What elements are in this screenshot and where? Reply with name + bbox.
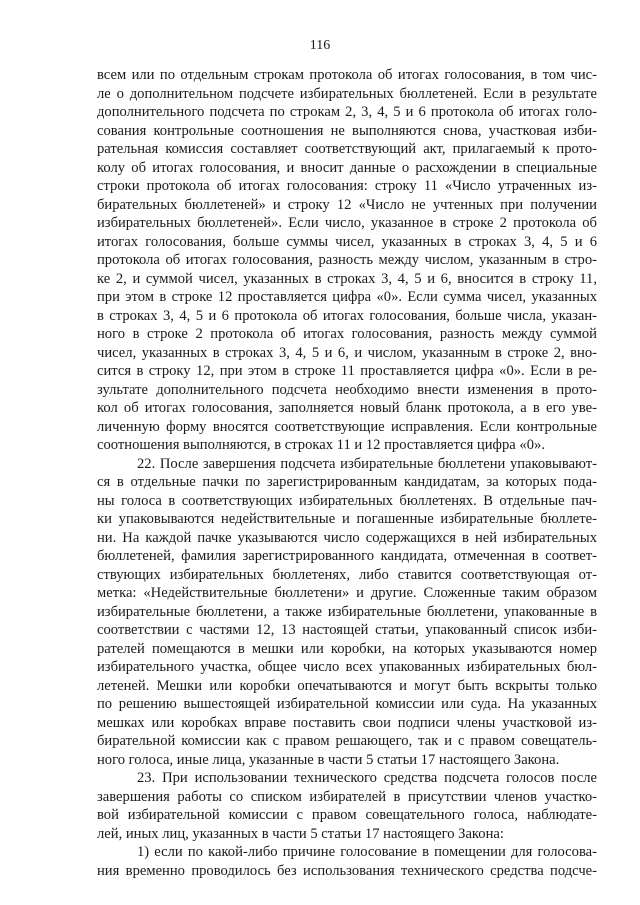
text-line: рательная комиссия составляет соответствующий акт, прилагаемый к прото- xyxy=(97,141,597,157)
text-line: дополнительного подсчета по строкам 2, 3, 4, 5 и 6 протокола об итогах голо- xyxy=(97,104,597,120)
text-line: зультате дополнительного подсчета необходимо внести изменения в прото- xyxy=(97,381,597,398)
text-line: всем или по отдельным строкам протокола об итогах голосования, в том чис- xyxy=(97,67,597,83)
text-line: вой избирательной комиссии с правом совещательного голоса, наблюдате- xyxy=(97,807,597,823)
text-line: бирательных бюллетеней» и строку 12 «Число не учтенных при получении xyxy=(97,196,597,213)
text-line: завершения работы со списком избирателей в присутствии членов участко- xyxy=(97,788,597,805)
text-line: ки упаковываются недействительные и погашенные избирательные бюллете- xyxy=(97,511,597,527)
paragraph-23-first-line: 23. При использовании технического средства подсчета голосов после xyxy=(137,770,597,786)
text-line: ся в отдельные пачки по зарегистрированным кандидатам, за которых пода- xyxy=(97,474,597,490)
text-line: избирательного участка, общее число всех упакованных избирательных бюл- xyxy=(97,659,597,675)
text-line: ного в строке 2 протокола об итогах голосования, разность между суммой xyxy=(97,326,597,342)
text-line: ного голоса, иные лица, указанные в части 5 статьи 17 настоящего Закона. xyxy=(97,751,560,768)
text-line: по решению вышестоящей избирательной комиссии или суда. На указанных xyxy=(97,696,597,712)
page-number: 116 xyxy=(309,38,331,53)
text-line: строки протокола об итогах голосования: строку 11 «Число утраченных из- xyxy=(97,178,597,194)
text-line: при этом в строке 12 проставляется цифра «0». Если сумма чисел, указанных xyxy=(97,289,597,305)
text-line: ния временно проводилось без использования технического средства подсче- xyxy=(97,862,597,879)
text-line: бирательной комиссии как с правом решающего, так и с правом совещатель- xyxy=(97,733,597,749)
paragraph-22-first-line: 22. После завершения подсчета избирательные бюллетени упаковывают- xyxy=(137,455,597,472)
text-line: протокола об итогах голосования, разность между числом, указанным в стро- xyxy=(97,252,597,268)
text-line: чисел, указанных в строках 3, 4, 5 и 6, и числом, указанным в строке 2, вно- xyxy=(97,344,597,361)
text-line: избирательные бюллетени, а также избирательные бюллетени, упакованные в xyxy=(97,603,597,620)
text-line: рателей помещаются в мешки или коробки, на которых указываются номер xyxy=(97,640,597,657)
text-line: ле о дополнительном подсчете избирательных бюллетеней. Если в результате xyxy=(97,85,597,102)
text-line: бюллетеней, фамилия зарегистрированного кандидата, отмеченная в соответ- xyxy=(97,548,597,564)
text-line: метка: «Недействительные бюллетени» и другие. Сложенные таким образом xyxy=(97,585,597,601)
text-line: ке 2, и суммой чисел, указанных в строках 3, 4, 5 и 6, вносится в строку 11, xyxy=(97,270,597,287)
text-line: в строках 3, 4, 5 и 6 протокола об итогах голосования, больше числа, указан- xyxy=(97,307,597,324)
text-line: лей, иных лиц, указанных в части 5 статьи 17 настоящего Закона: xyxy=(97,825,504,842)
text-line: личенную форму вносятся соответствующие исправления. Если контрольные xyxy=(97,418,597,435)
text-line: ни. На каждой пачке указываются число содержащихся в ней избирательных xyxy=(97,529,597,546)
text-line: избирательных бюллетеней». Если число, указанное в строке 2 протокола об xyxy=(97,215,597,231)
text-line: ны голоса в соответствующих избирательных бюллетенях. В отдельные пач- xyxy=(97,492,597,509)
list-item-1-first-line: 1) если по какой-либо причине голосование в помещении для голосова- xyxy=(137,844,597,860)
text-line: соответствии с частями 12, 13 настоящей статьи, упакованный список изби- xyxy=(97,622,597,638)
document-body xyxy=(97,66,597,880)
text-line: сования контрольные соотношения не выполняются снова, участковая изби- xyxy=(97,122,597,139)
text-line: итогах голосования, больше суммы чисел, указанных в строках 3, 4, 5 и 6 xyxy=(97,233,597,250)
text-line: кол об итогах голосования, заполняется новый бланк протокола, а в его уве- xyxy=(97,400,597,416)
text-line: колу об итогах голосования, и вносит данные о расхождении в специальные xyxy=(97,159,597,176)
text-line: мешках или коробках вправе поставить свои подписи члены участковой из- xyxy=(97,714,597,731)
text-line: ствующих избирательных бюллетенях, либо ставится соответствующая от- xyxy=(97,566,597,583)
text-line: летеней. Мешки или коробки опечатываются и могут быть вскрыты только xyxy=(97,677,597,694)
text-line: соотношения выполняются, в строках 11 и 12 проставляется цифра «0». xyxy=(97,437,545,453)
text-line: сится в строку 12, при этом в строке 11 проставляется цифра «0». Если в ре- xyxy=(97,363,597,379)
